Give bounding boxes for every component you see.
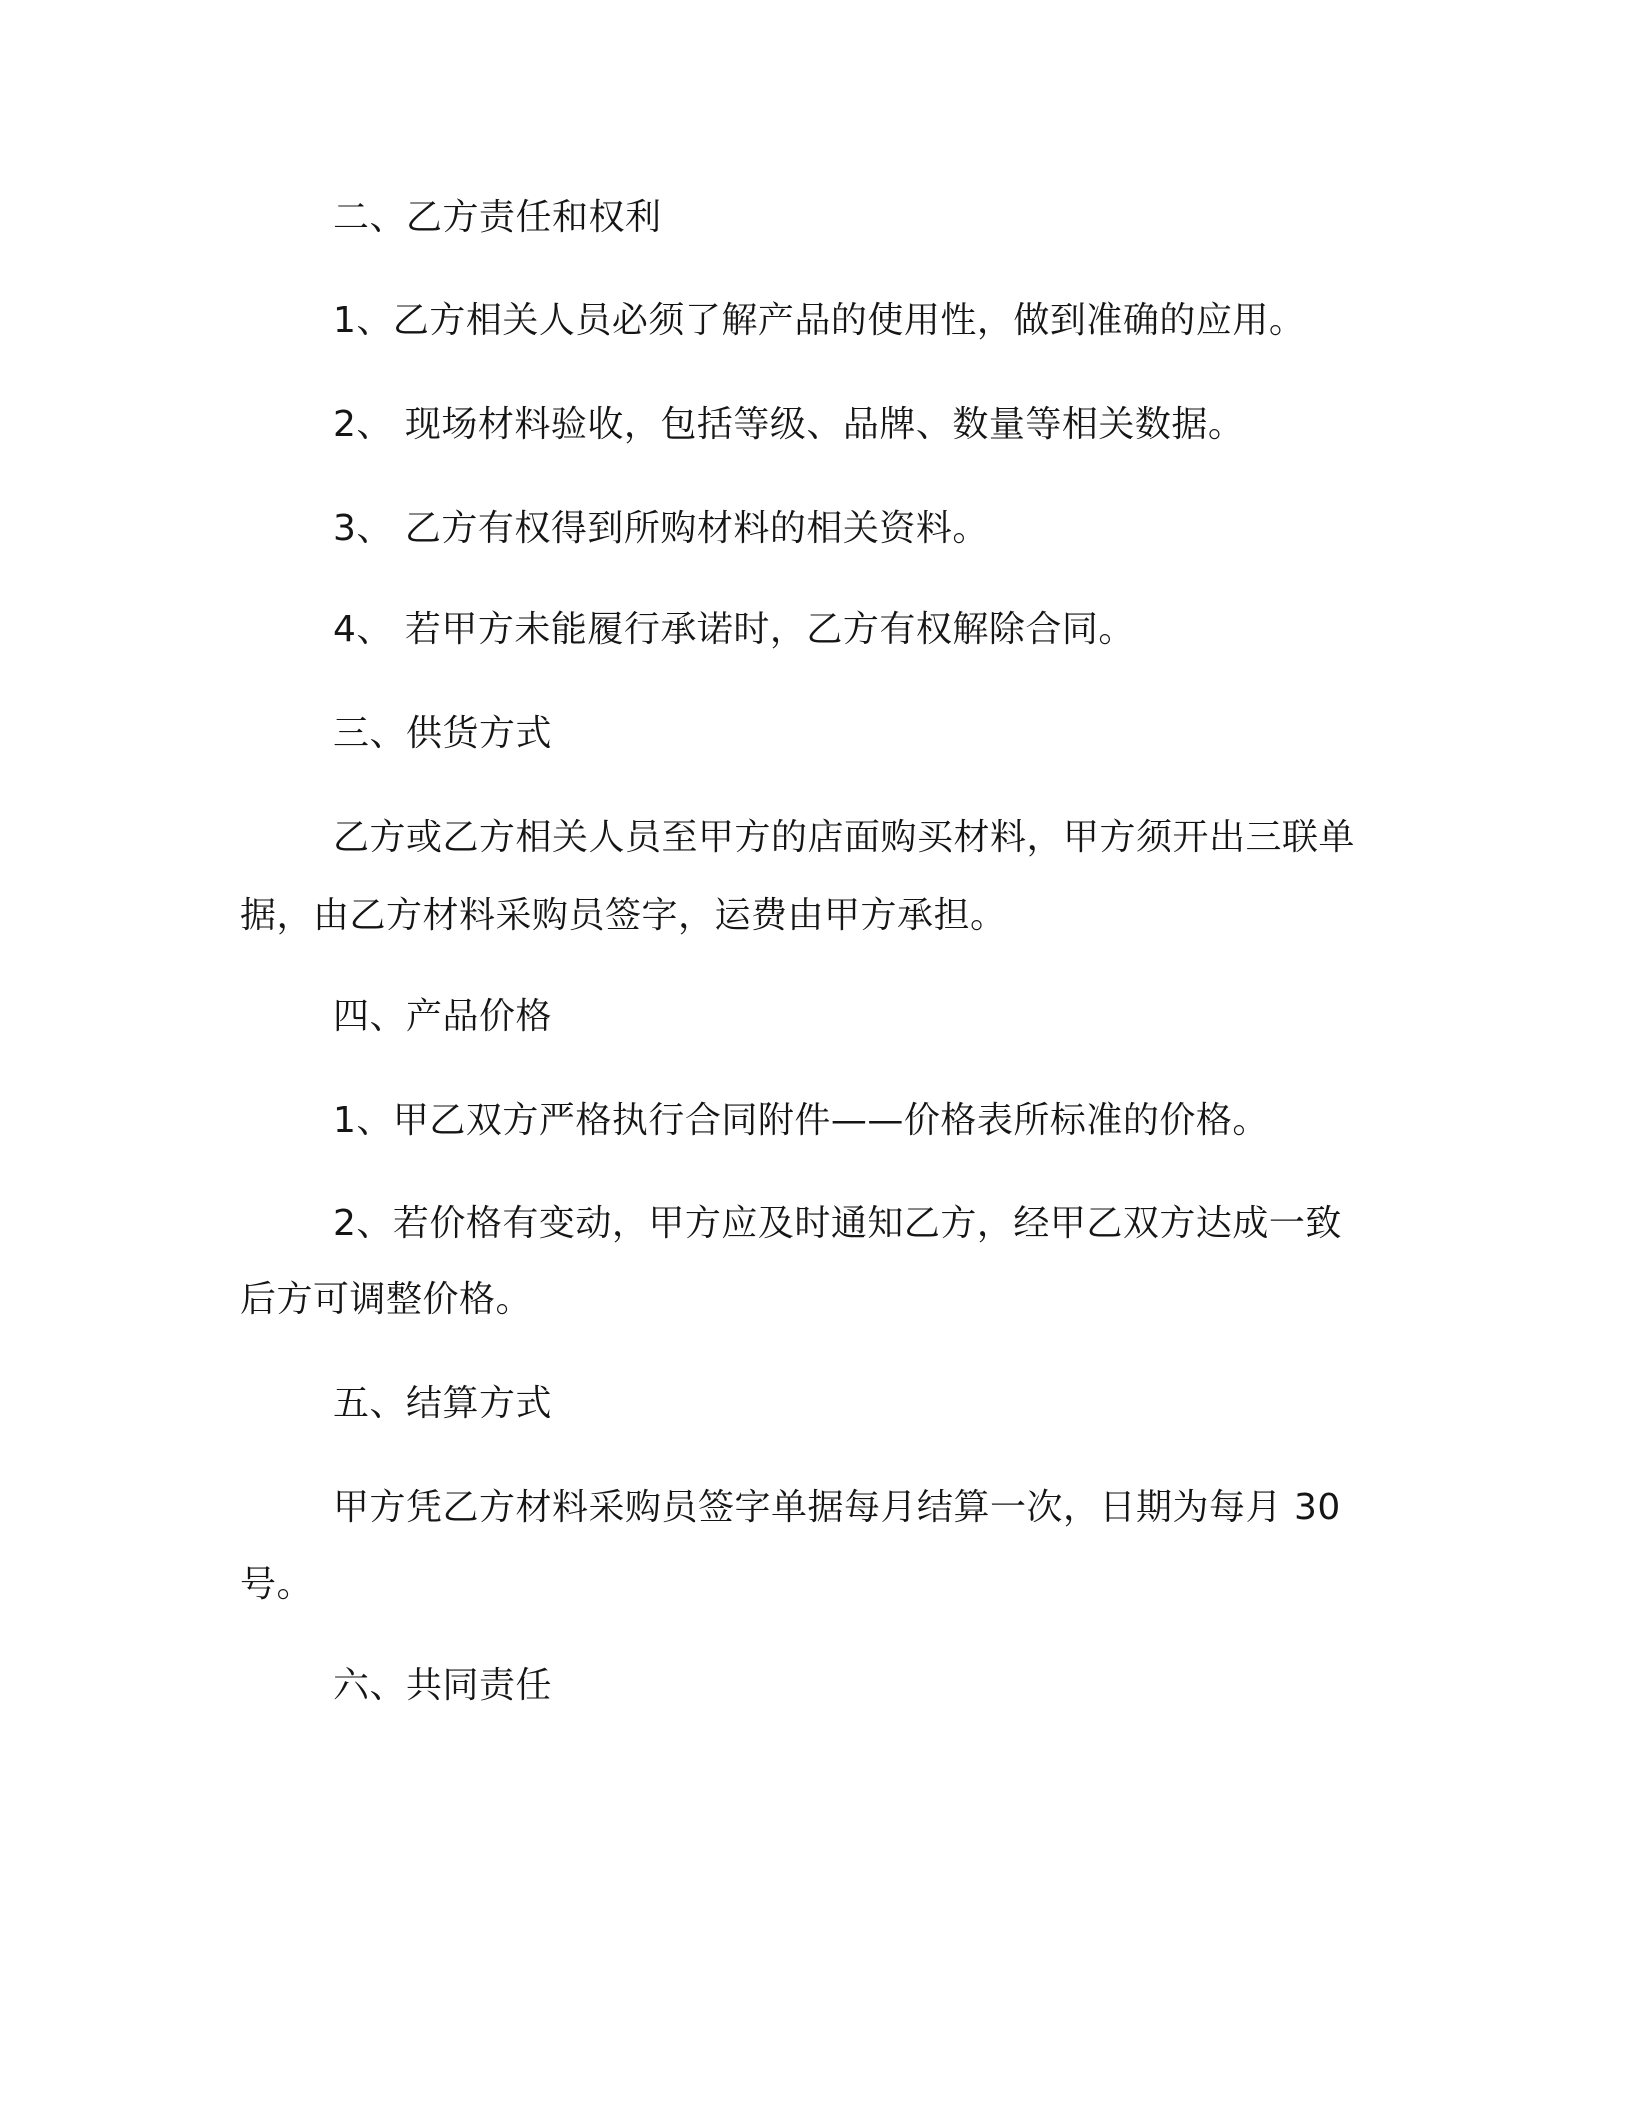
section-2-item-1: 1、乙方相关人员必须了解产品的使用性，做到准确的应用。 bbox=[333, 300, 1306, 341]
section-3-paragraph-line-1: 乙方或乙方相关人员至甲方的店面购买材料，甲方须开出三联单 bbox=[333, 817, 1356, 858]
section-4-item-2-line-1: 2、若价格有变动，甲方应及时通知乙方，经甲乙双方达成一致 bbox=[333, 1203, 1342, 1244]
section-2-item-3: 3、 乙方有权得到所购材料的相关资料。 bbox=[333, 508, 989, 549]
section-3-heading: 三、供货方式 bbox=[333, 713, 553, 754]
section-2-heading: 二、乙方责任和权利 bbox=[333, 197, 662, 238]
section-4-heading: 四、产品价格 bbox=[333, 996, 553, 1037]
section-2-item-2: 2、 现场材料验收，包括等级、品牌、数量等相关数据。 bbox=[333, 404, 1245, 445]
section-2-item-4: 4、 若甲方未能履行承诺时，乙方有权解除合同。 bbox=[333, 609, 1135, 650]
section-3-paragraph-line-2: 据，由乙方材料采购员签字，运费由甲方承担。 bbox=[240, 895, 1007, 936]
section-5-heading: 五、结算方式 bbox=[333, 1383, 553, 1424]
section-5-paragraph-line-2: 号。 bbox=[240, 1564, 314, 1605]
section-4-item-2-line-2: 后方可调整价格。 bbox=[240, 1279, 533, 1320]
section-6-heading: 六、共同责任 bbox=[333, 1665, 553, 1706]
section-5-paragraph-line-1: 甲方凭乙方材料采购员签字单据每月结算一次，日期为每月 30 bbox=[333, 1487, 1341, 1528]
section-4-item-1: 1、甲乙双方严格执行合同附件——价格表所标准的价格。 bbox=[333, 1100, 1269, 1141]
